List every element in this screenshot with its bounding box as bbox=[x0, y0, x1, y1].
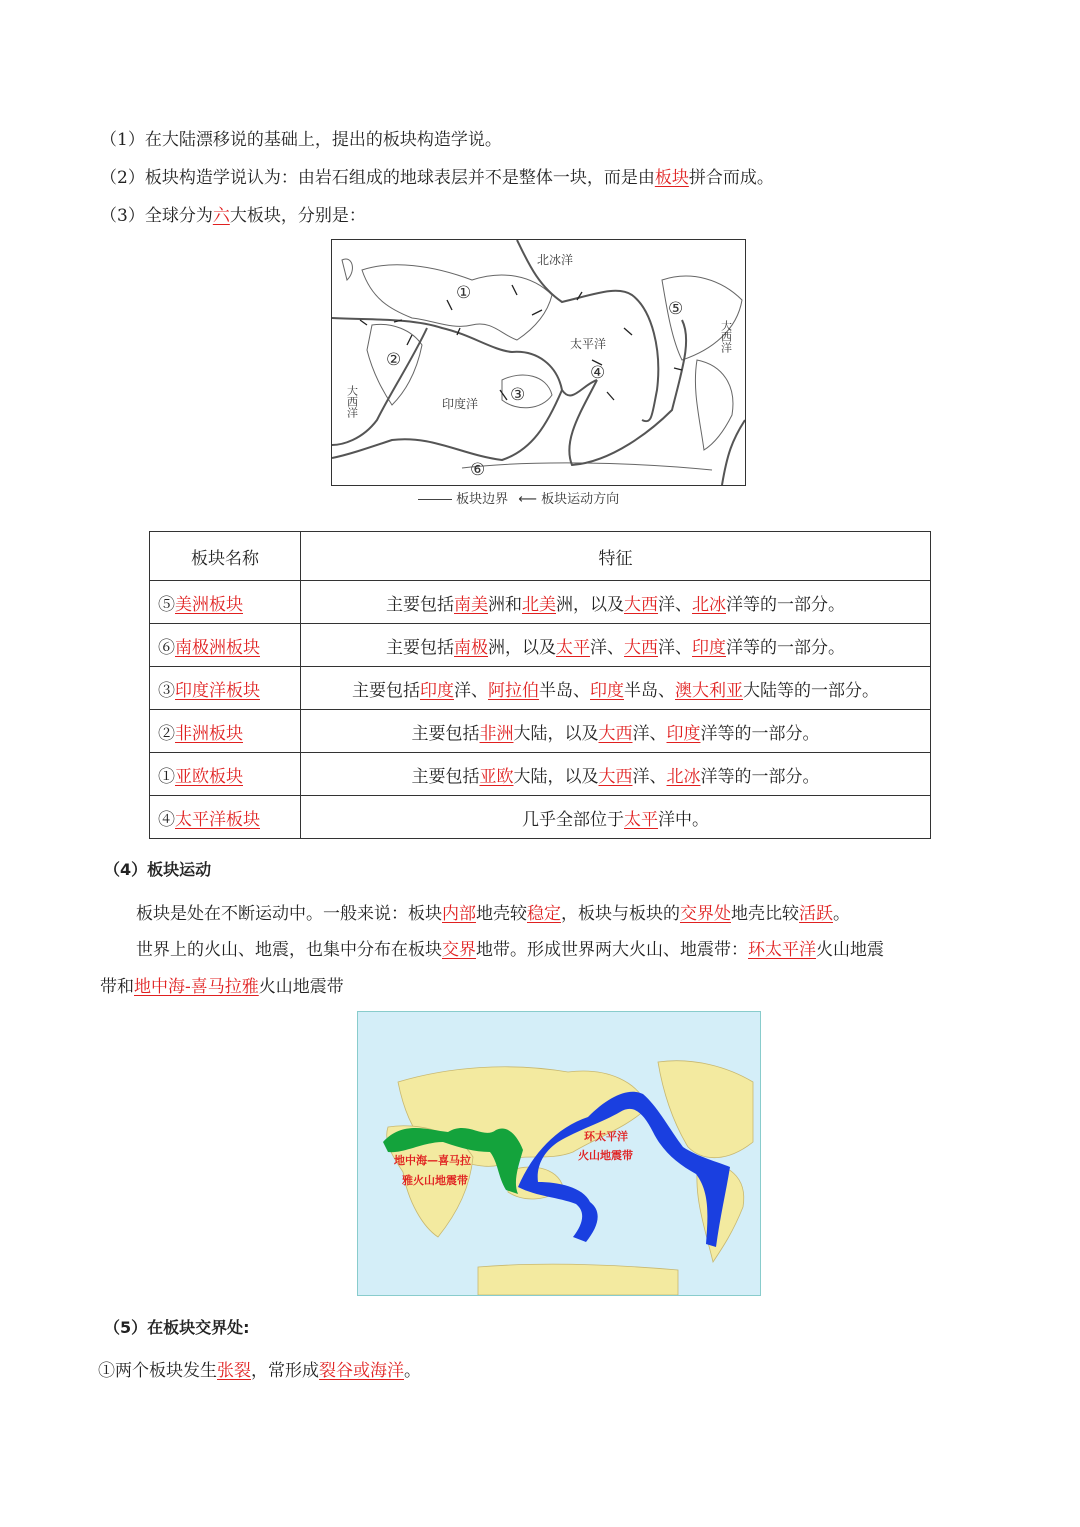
plate-name-cell bbox=[150, 624, 301, 667]
text-segment: 洋等的一部分。 bbox=[726, 637, 845, 658]
label-atlantic-e: 大西洋 bbox=[719, 320, 733, 353]
answer-text: 印度 bbox=[590, 680, 624, 701]
text-segment: 主要包括 bbox=[411, 723, 480, 744]
answer-text: 澳大利亚 bbox=[675, 680, 743, 701]
text-segment: 洲，以及 bbox=[556, 594, 624, 615]
marker-5: ⑤ bbox=[668, 299, 684, 319]
answer-text: 地中海-喜马拉雅 bbox=[134, 977, 259, 997]
text-segment: 火山地震带 bbox=[258, 977, 344, 997]
answer-text: 亚欧 bbox=[479, 766, 514, 787]
intro-item-3: （3）全球分为六大板块，分别是： bbox=[100, 206, 366, 226]
text-segment: 洲和 bbox=[488, 594, 522, 615]
table-row bbox=[150, 667, 931, 710]
intro-item-2: （2）板块构造学说认为：由岩石组成的地球表层并不是整体一块，而是由板块拼合而成。 bbox=[100, 168, 774, 188]
answer-text: 张裂 bbox=[217, 1361, 251, 1381]
header-plate-name: 板块名称 bbox=[150, 532, 301, 581]
answer-text: 交界处 bbox=[680, 904, 731, 924]
text-segment: 地壳较 bbox=[476, 904, 527, 924]
text-segment: 。 bbox=[833, 904, 850, 924]
plate-number: ⑤ bbox=[158, 594, 175, 615]
plate-boundary-map bbox=[331, 239, 746, 486]
text-segment: ，板块与板块的 bbox=[561, 904, 680, 924]
plate-feature-cell bbox=[301, 667, 931, 710]
text-segment: 火山地震 bbox=[816, 940, 884, 960]
marker-4: ④ bbox=[590, 363, 606, 383]
text-segment: 半岛、 bbox=[624, 680, 675, 701]
answer-text: 北冰 bbox=[692, 594, 726, 615]
answer-text: 裂谷或海洋 bbox=[319, 1361, 404, 1381]
sec5-paragraph-1 bbox=[98, 1359, 421, 1383]
text-segment: 主要包括 bbox=[352, 680, 420, 701]
text-segment: 洋等的一部分。 bbox=[726, 594, 845, 615]
text-segment: 。 bbox=[404, 1361, 421, 1381]
plate-feature-cell bbox=[301, 624, 931, 667]
answer-text: 稳定 bbox=[527, 904, 561, 924]
intro-item-1: （1）在大陆漂移说的基础上，提出的板块构造学说。 bbox=[100, 130, 502, 150]
plate-number: ④ bbox=[158, 809, 175, 830]
answer-text: 印度 bbox=[420, 680, 454, 701]
label-atlantic-w: 大西洋 bbox=[345, 385, 359, 418]
label-pacific: 太平洋 bbox=[570, 337, 607, 351]
text-segment: 洋中。 bbox=[658, 809, 709, 830]
text-segment: 洋、 bbox=[658, 637, 692, 658]
label-indian: 印度洋 bbox=[442, 397, 479, 411]
sec4-paragraph-2 bbox=[136, 938, 884, 962]
text-segment: 洋、 bbox=[454, 680, 488, 701]
text-segment: 主要包括 bbox=[386, 594, 454, 615]
text-segment: 大陆，以及 bbox=[513, 723, 599, 744]
med-belt-label-line1: 地中海—喜马拉 bbox=[394, 1154, 471, 1167]
answer-text: 板块 bbox=[654, 168, 689, 188]
table-row bbox=[150, 796, 931, 839]
text-segment: 洋、 bbox=[658, 594, 692, 615]
label-arctic: 北冰洋 bbox=[537, 253, 574, 267]
answer-text: 内部 bbox=[442, 904, 476, 924]
plate-name: 亚欧板块 bbox=[175, 766, 243, 787]
plate-map-legend: 板块边界 ⟵ 板块运动方向 bbox=[418, 488, 619, 507]
plate-name: 美洲板块 bbox=[175, 594, 243, 615]
answer-text: 活跃 bbox=[799, 904, 833, 924]
volcano-earthquake-belt-map bbox=[357, 1011, 761, 1296]
boundary-line-sample bbox=[418, 499, 452, 500]
marker-6: ⑥ bbox=[470, 460, 486, 480]
marker-3: ③ bbox=[510, 385, 526, 405]
text-segment: 板块是处在不断运动中。一般来说：板块 bbox=[136, 904, 442, 924]
answer-text: 阿拉伯 bbox=[488, 680, 539, 701]
plates-table bbox=[149, 531, 931, 839]
med-belt-label-line2: 雅火山地震带 bbox=[402, 1174, 468, 1187]
answer-text: 大西 bbox=[624, 637, 658, 658]
marker-2: ② bbox=[386, 350, 402, 370]
plate-number: ③ bbox=[158, 680, 175, 701]
text-segment: 几乎全部位于 bbox=[522, 809, 624, 830]
plate-number: ① bbox=[158, 766, 175, 787]
plate-name-cell bbox=[150, 796, 301, 839]
text-segment: 洋、 bbox=[632, 766, 667, 787]
answer-text: 六 bbox=[212, 206, 230, 226]
plate-name: 印度洋板块 bbox=[175, 680, 260, 701]
plate-name-cell bbox=[150, 581, 301, 624]
table-row bbox=[150, 581, 931, 624]
section-5-title: （5）在板块交界处: bbox=[104, 1318, 250, 1337]
plate-feature-cell bbox=[301, 710, 931, 753]
text-segment: 洲，以及 bbox=[488, 637, 556, 658]
table-row bbox=[150, 624, 931, 667]
text-segment: 地带。形成世界两大火山、地震带： bbox=[476, 940, 748, 960]
table-row bbox=[150, 710, 931, 753]
text-segment: 洋等的一部分。 bbox=[700, 766, 820, 787]
answer-text: 交界 bbox=[442, 940, 476, 960]
table-row bbox=[150, 753, 931, 796]
answer-text: 南美 bbox=[454, 594, 488, 615]
text-segment: ①两个板块发生 bbox=[98, 1361, 217, 1381]
answer-text: 非洲 bbox=[479, 723, 514, 744]
sec4-paragraph-3 bbox=[100, 975, 344, 999]
answer-text: 北美 bbox=[522, 594, 556, 615]
plate-name-cell bbox=[150, 667, 301, 710]
answer-text: 南极 bbox=[454, 637, 488, 658]
plate-name-cell bbox=[150, 753, 301, 796]
answer-text: 北冰 bbox=[666, 766, 701, 787]
plate-name: 非洲板块 bbox=[175, 723, 243, 744]
plate-name-cell bbox=[150, 710, 301, 753]
arrow-left-icon: ⟵ bbox=[518, 492, 537, 507]
text-segment: 大陆等的一部分。 bbox=[743, 680, 879, 701]
text-segment: 洋、 bbox=[632, 723, 667, 744]
plate-name: 太平洋板块 bbox=[175, 809, 260, 830]
plate-feature-cell bbox=[301, 753, 931, 796]
plate-number: ⑥ bbox=[158, 637, 175, 658]
answer-text: 太平 bbox=[624, 809, 658, 830]
sec4-paragraph-1 bbox=[136, 902, 850, 926]
plate-feature-cell bbox=[301, 581, 931, 624]
answer-text: 太平 bbox=[556, 637, 590, 658]
text-segment: 地壳比较 bbox=[731, 904, 799, 924]
text-segment: 主要包括 bbox=[411, 766, 480, 787]
answer-text: 印度 bbox=[666, 723, 701, 744]
text-segment: 主要包括 bbox=[386, 637, 454, 658]
answer-text: 环太平洋 bbox=[748, 940, 816, 960]
marker-1: ① bbox=[456, 283, 472, 303]
answer-text: 大西 bbox=[598, 766, 633, 787]
table-header-row bbox=[150, 532, 931, 581]
plate-feature-cell bbox=[301, 796, 931, 839]
answer-text: 大西 bbox=[598, 723, 633, 744]
plate-number: ② bbox=[158, 723, 175, 744]
text-segment: ，常形成 bbox=[251, 1361, 319, 1381]
quake-map-drawing bbox=[358, 1012, 760, 1295]
text-segment: 半岛、 bbox=[539, 680, 590, 701]
section-4-title: （4）板块运动 bbox=[104, 860, 212, 879]
answer-text: 印度 bbox=[692, 637, 726, 658]
answer-text: 大西 bbox=[624, 594, 658, 615]
plate-map-drawing bbox=[332, 240, 745, 485]
text-segment: 世界上的火山、地震，也集中分布在板块 bbox=[136, 940, 442, 960]
header-feature: 特征 bbox=[301, 532, 931, 581]
pac-belt-label-line2: 火山地震带 bbox=[578, 1149, 633, 1162]
text-segment: 带和 bbox=[100, 977, 134, 997]
text-segment: 洋、 bbox=[590, 637, 624, 658]
plate-name: 南极洲板块 bbox=[175, 637, 260, 658]
pac-belt-label-line1: 环太平洋 bbox=[584, 1130, 628, 1143]
text-segment: 大陆，以及 bbox=[513, 766, 599, 787]
text-segment: 洋等的一部分。 bbox=[700, 723, 820, 744]
